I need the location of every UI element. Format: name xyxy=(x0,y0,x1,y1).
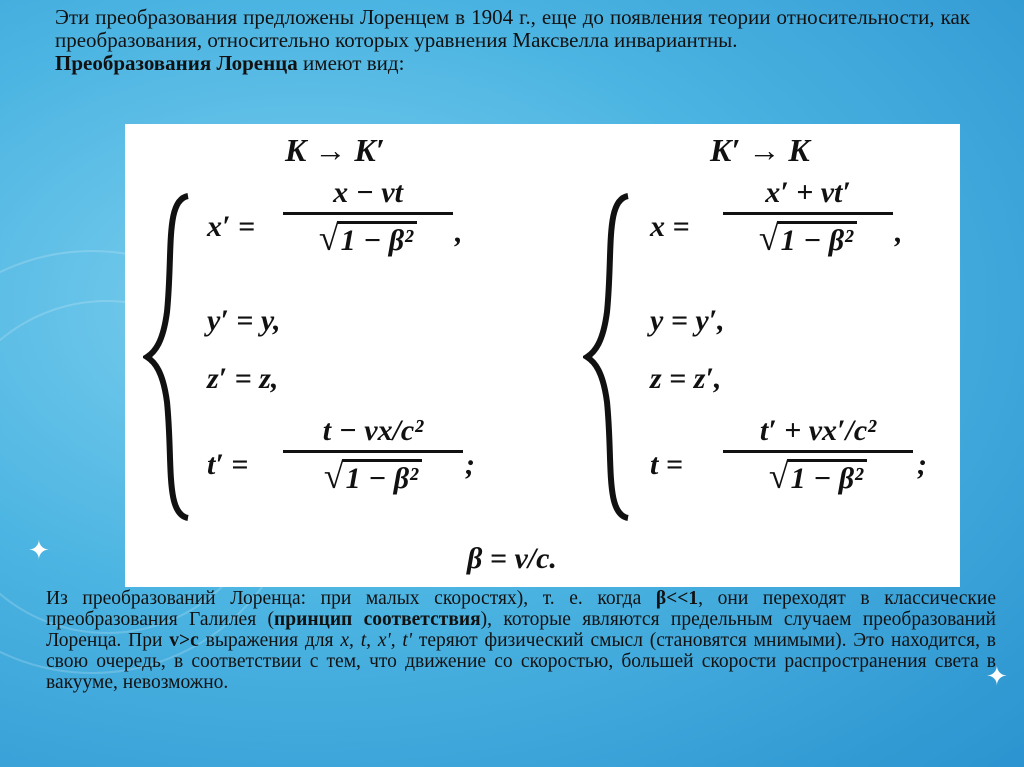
conclusion-paragraph xyxy=(46,588,996,693)
sparkle-icon: ✦ xyxy=(28,536,50,565)
right-t-fraction xyxy=(723,414,913,497)
intro-heading xyxy=(55,52,970,75)
left-t-tail: ; xyxy=(465,448,475,481)
left-x-lhs: x′ = xyxy=(207,210,256,243)
right-x-lhs: x = xyxy=(650,210,690,243)
conclusion-text: теряют физический смысл (становятся мнимыми). Это находится, в свою очередь, в соответствии с тем, что движение со скоростью, большей скорости распространения света в вакууме, невозможно. xyxy=(46,630,996,693)
left-brace xyxy=(143,192,193,522)
left-t-numerator: t − vx/c² xyxy=(322,414,424,447)
conclusion-text: ), которые являются предельным случаем преобразований Лоренца. При xyxy=(46,609,996,651)
sqrt-icon: √ xyxy=(768,456,789,496)
speed-condition: v>c xyxy=(169,630,199,651)
right-x-fraction xyxy=(723,176,893,259)
right-x-tail: , xyxy=(895,216,903,249)
sqrt-content: 1 − β² xyxy=(337,221,418,258)
correspondence-principle: принцип соответствия xyxy=(274,609,481,630)
sqrt-icon: √ xyxy=(323,456,344,496)
left-x-numerator: x − vt xyxy=(333,176,403,209)
left-x-denominator xyxy=(283,215,453,259)
variables-list: x, t, x', t' xyxy=(340,630,413,651)
right-x-denominator xyxy=(723,215,893,259)
right-y-equation: y = y′, xyxy=(650,304,725,337)
left-z-equation: z′ = z, xyxy=(207,362,279,395)
sqrt-content: 1 − β² xyxy=(787,459,868,496)
beta-condition: β<<1 xyxy=(655,588,699,609)
heading-bold: Преобразования Лоренца xyxy=(55,51,298,75)
sparkle-icon: ✦ xyxy=(986,662,1008,691)
conclusion-text: Из преобразований Лоренца: при малых скоростях), т. е. когда xyxy=(46,588,656,609)
left-system-title: K → K′ xyxy=(285,132,385,168)
beta-definition: β = v/c. xyxy=(467,542,557,575)
left-t-fraction xyxy=(283,414,463,497)
right-z-equation: z = z′, xyxy=(650,362,722,395)
left-y-equation: y′ = y, xyxy=(207,304,281,337)
right-t-denominator xyxy=(723,453,913,497)
right-x-numerator: x′ + vt′ xyxy=(765,176,851,209)
intro-text xyxy=(55,6,970,75)
right-t-lhs: t = xyxy=(650,448,683,481)
right-brace xyxy=(583,192,633,522)
right-t-numerator: t′ + vx′/c² xyxy=(759,414,877,447)
left-x-tail: , xyxy=(455,216,463,249)
left-t-denominator xyxy=(283,453,463,497)
sqrt-icon: √ xyxy=(758,218,779,258)
sqrt-content: 1 − β² xyxy=(777,221,858,258)
intro-paragraph: Эти преобразования предложены Лоренцем в 1904 г., еще до появления теории относительности, как преобразования, относительно которых уравнения Максвелла инвариантны. xyxy=(55,5,970,52)
sqrt-icon: √ xyxy=(318,218,339,258)
sqrt-content: 1 − β² xyxy=(342,459,423,496)
right-t-tail: ; xyxy=(917,448,927,481)
conclusion-text: , они переходят в классические преобразования Галилея ( xyxy=(46,588,996,630)
left-x-fraction xyxy=(283,176,453,259)
right-system-title: K′ → K xyxy=(710,132,810,168)
formula-panel xyxy=(125,124,960,587)
heading-rest: имеют вид: xyxy=(297,51,405,75)
left-t-lhs: t′ = xyxy=(207,448,249,481)
conclusion-text: выражения для xyxy=(198,630,341,651)
